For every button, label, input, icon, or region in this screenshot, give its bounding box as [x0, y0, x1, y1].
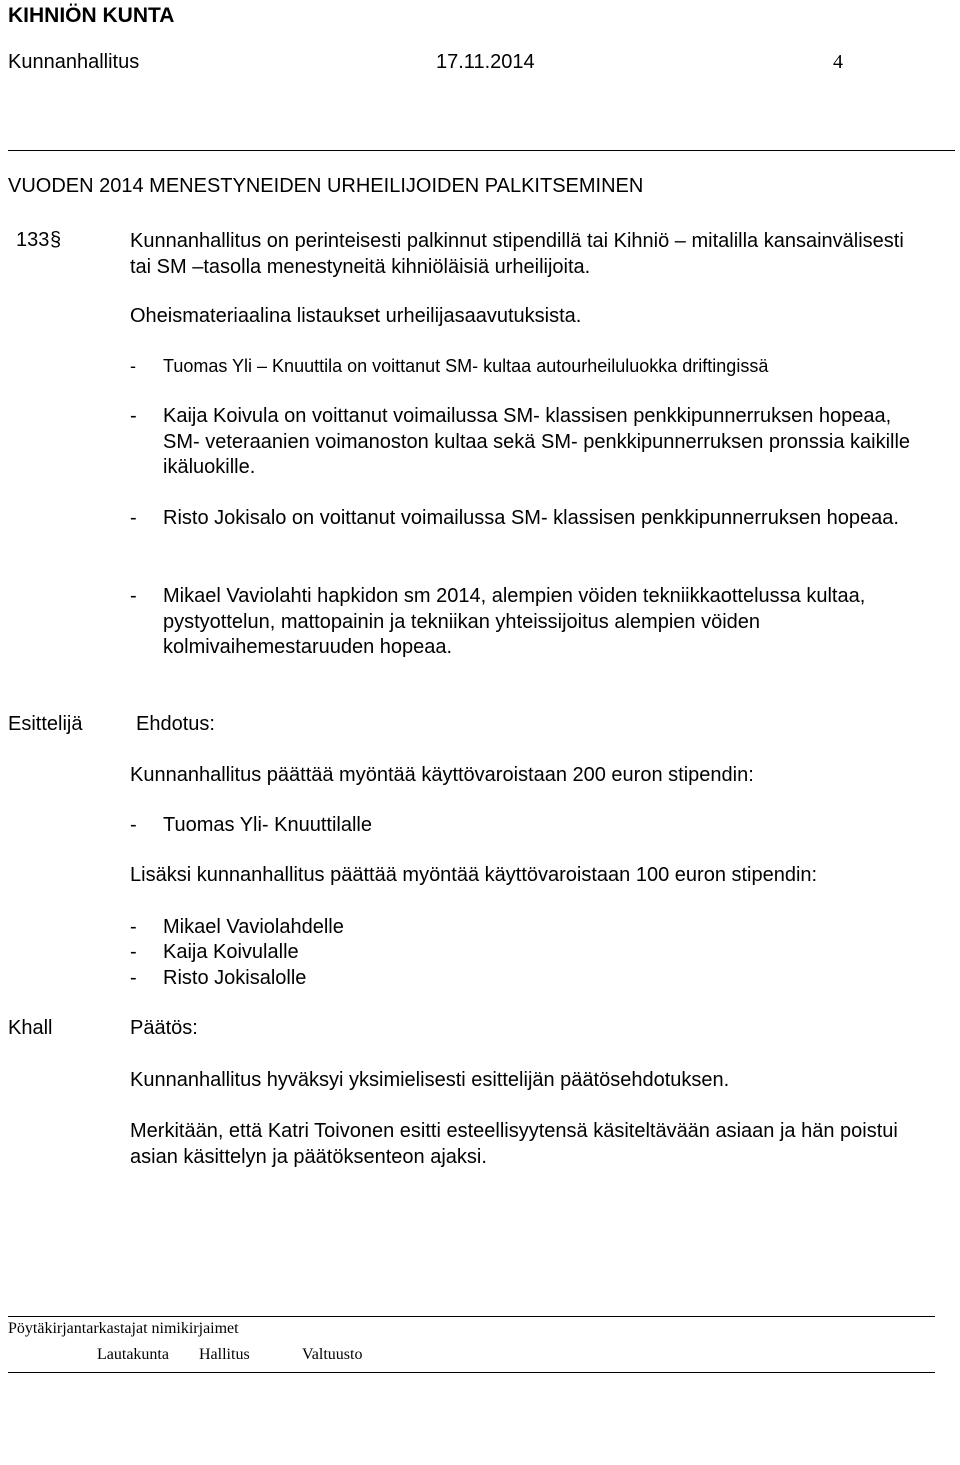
- list-dash: -: [130, 967, 137, 989]
- footer-body-valtuusto: Valtuusto: [302, 1346, 363, 1363]
- list-dash: -: [130, 405, 137, 427]
- achievement-text: Kaija Koivula on voittanut voimailussa SM- klassisen penkkipunnerruksen hopeaa, SM- veteraanien voimanoston kultaa sekä SM- penkkipunnerruksen pronssia kaikille ikäluokille.: [163, 405, 911, 478]
- list-dash: -: [130, 941, 137, 963]
- achievement-text: Mikael Vaviolahti hapkidon sm 2014, alempien vöiden tekniikkaottelussa kultaa, pystyottelun, mattopainin ja tekniikan yhteissijoitus alempien vöiden kolmivaihemestaruuden hopeaa.: [163, 585, 866, 658]
- achievement-text: Tuomas Yli – Knuuttila on voittanut SM- kultaa autourheiluluokka driftingissä: [163, 356, 769, 376]
- proposal-line-200: Kunnanhallitus päättää myöntää käyttövaroistaan 200 euron stipendin:: [130, 764, 754, 786]
- attachment-note: Oheismateriaalina listaukset urheilijasaavutuksista.: [130, 305, 582, 327]
- page-number: 4: [833, 51, 843, 73]
- recipient-name: Kaija Koivulalle: [163, 941, 299, 963]
- recipient-item: [130, 813, 930, 839]
- recipient-name: Risto Jokisalolle: [163, 967, 307, 989]
- recipient-item: [130, 940, 930, 966]
- recipient-item: [130, 966, 930, 992]
- achievement-item: [130, 404, 930, 481]
- section-title: VUODEN 2014 MENESTYNEIDEN URHEILIJOIDEN PALKITSEMINEN: [8, 175, 644, 197]
- achievement-item: [130, 506, 930, 532]
- footer-bottom-divider: [8, 1372, 935, 1373]
- header-divider: [8, 150, 955, 151]
- achievement-item: [130, 354, 930, 380]
- proposal-heading: Ehdotus:: [136, 713, 215, 735]
- proposal-line-100: Lisäksi kunnanhallitus päättää myöntää käyttövaroistaan 100 euron stipendin:: [130, 864, 818, 886]
- list-dash: -: [130, 814, 137, 836]
- recipient-item: [130, 915, 930, 941]
- footer-body-lautakunta: Lautakunta: [97, 1346, 169, 1363]
- meeting-date: 17.11.2014: [436, 51, 535, 73]
- decision-heading: Päätös:: [130, 1017, 198, 1039]
- decision-line: Kunnanhallitus hyväksyi yksimielisesti esittelijän päätösehdotuksen.: [130, 1069, 730, 1091]
- section-number: 133: [16, 229, 50, 251]
- recusal-note: Merkitään, että Katri Toivonen esitti esteellisyytensä käsiteltävään asiaan ja hän poistui asian käsittelyn ja päätöksenteon ajaksi.: [130, 1120, 898, 1168]
- footer-body-hallitus: Hallitus: [199, 1346, 250, 1363]
- decision-body-label: Khall: [8, 1017, 53, 1039]
- list-dash: -: [130, 585, 137, 607]
- footer-divider: [8, 1316, 935, 1317]
- board-name: Kunnanhallitus: [8, 51, 140, 73]
- recipient-name: Mikael Vaviolahdelle: [163, 916, 344, 938]
- list-dash: -: [130, 916, 137, 938]
- recipient-name: Tuomas Yli- Knuuttilalle: [163, 814, 372, 836]
- achievement-text: Risto Jokisalo on voittanut voimailussa SM- klassisen penkkipunnerruksen hopeaa.: [163, 507, 899, 529]
- presenter-label: Esittelijä: [8, 713, 83, 735]
- intro-paragraph: Kunnanhallitus on perinteisesti palkinnut stipendillä tai Kihniö – mitalilla kansainvälisesti tai SM –tasolla menestyneitä kihniöläisiä urheilijoita.: [130, 230, 904, 278]
- signatures-label: Pöytäkirjantarkastajat nimikirjaimet: [8, 1320, 239, 1337]
- list-dash: -: [130, 507, 137, 529]
- list-dash: -: [130, 356, 136, 376]
- organization-name: KIHNIÖN KUNTA: [8, 4, 175, 27]
- paragraph-sign: §: [50, 229, 62, 251]
- achievement-item: [130, 584, 930, 661]
